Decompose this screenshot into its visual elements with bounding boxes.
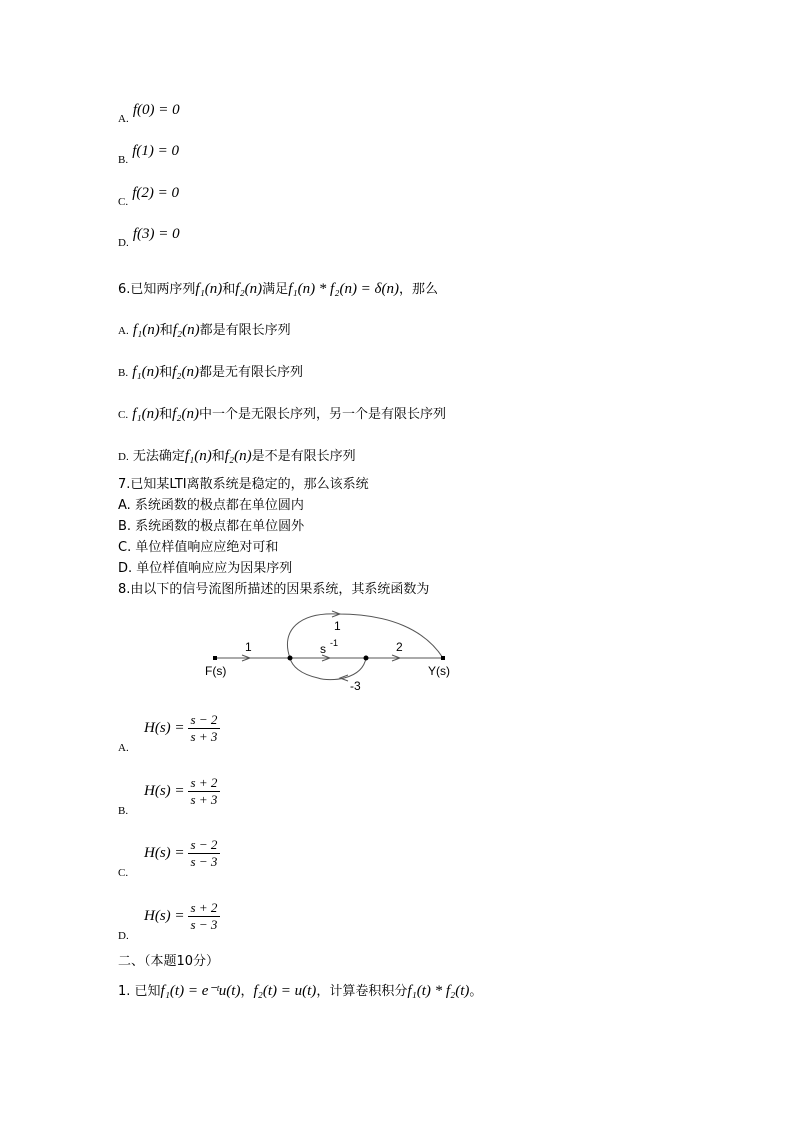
formula: f₂(n) — [172, 406, 199, 422]
q6-option-b — [118, 361, 303, 381]
formula: f(0) = 0 — [132, 102, 180, 118]
option-label: D. — [118, 451, 129, 463]
text: 无法确定 — [132, 449, 185, 464]
fraction — [188, 837, 221, 870]
text: 满足 — [262, 282, 289, 297]
text: 和 — [159, 365, 173, 380]
formula: f₂(n) — [235, 281, 263, 297]
formula: H(s) = — [144, 908, 185, 924]
numerator: s + 2 — [188, 900, 221, 917]
text: 和 — [211, 449, 225, 464]
formula: f₁(n) — [184, 448, 212, 464]
q7-option-c: C. 单位样值响应应绝对可和 — [118, 540, 279, 555]
gain-label: 1 — [245, 640, 252, 654]
q7-option-d: D. 单位样值响应应为因果序列 — [118, 561, 293, 576]
formula: f₁(n) — [195, 281, 223, 297]
option-label: B. — [118, 805, 129, 817]
option-label: C. — [118, 409, 129, 421]
option-label: D. — [118, 930, 129, 942]
formula: f₁(n) — [132, 406, 160, 422]
formula: f₁(t) * f₂(t) — [407, 983, 470, 999]
option-label: C. — [118, 867, 129, 879]
signal-flow-graph — [200, 600, 470, 700]
formula: f₂(t) = u(t) — [253, 983, 317, 999]
formula: f(2) = 0 — [132, 185, 180, 201]
gain-label: s — [320, 642, 326, 656]
gain-label: -3 — [350, 679, 361, 693]
formula: H(s) = — [144, 720, 185, 736]
formula: f(1) = 0 — [132, 143, 180, 159]
text: 和 — [159, 407, 173, 422]
formula: f₂(n) — [172, 364, 199, 380]
section2-q1 — [118, 980, 482, 1000]
gain-label: 1 — [334, 619, 341, 633]
node-output — [441, 656, 445, 660]
option-label: D. — [118, 237, 129, 249]
option-label: B. — [118, 154, 129, 166]
option-label: A. — [118, 742, 129, 754]
option-label: A. — [118, 325, 129, 337]
node — [288, 656, 293, 661]
node — [364, 656, 369, 661]
text: 是不是有限长序列 — [251, 449, 356, 464]
q7-option-b: B. 系统函数的极点都在单位圆外 — [118, 519, 305, 534]
text: 都是无有限长序列 — [199, 365, 304, 380]
formula: f₁(n) * f₂(n) = δ(n) — [288, 281, 400, 297]
fraction — [188, 712, 221, 745]
q5-option-b — [118, 143, 180, 168]
gain-exponent: -1 — [330, 638, 339, 648]
text: ， — [240, 984, 254, 999]
section-title: 二、（本题10分） — [118, 954, 220, 969]
q5-option-d — [118, 226, 180, 251]
text: 和 — [159, 323, 173, 338]
q6-option-d — [118, 445, 356, 465]
node-input — [213, 656, 217, 660]
formula: f₂(n) — [224, 448, 252, 464]
output-label: Y(s) — [428, 664, 450, 678]
input-label: F(s) — [205, 664, 227, 678]
text: 1. 已知 — [118, 984, 161, 999]
numerator: s − 2 — [188, 837, 221, 854]
text: 中一个是无限长序列，另一个是有限长序列 — [199, 407, 447, 422]
q7-option-a: A. 系统函数的极点都在单位圆内 — [118, 498, 304, 513]
forward-branch — [287, 614, 443, 658]
text: 。 — [469, 984, 483, 999]
text: 都是有限长序列 — [199, 323, 291, 338]
feedback-branch — [290, 658, 366, 680]
formula: H(s) = — [144, 783, 185, 799]
numerator: s + 2 — [188, 775, 221, 792]
option-label: A. — [118, 113, 129, 125]
gain-label: 2 — [396, 640, 403, 654]
q7-stem: 7.已知某LTI离散系统是稳定的，那么该系统 — [118, 477, 369, 492]
q6-option-c — [118, 403, 446, 423]
q5-option-a — [118, 102, 180, 127]
q6-stem — [118, 278, 438, 298]
text: ，计算卷积积分 — [316, 984, 408, 999]
numerator: s − 2 — [188, 712, 221, 729]
fraction — [188, 775, 221, 808]
text: 6.已知两序列 — [118, 282, 196, 297]
text: ，那么 — [399, 282, 439, 297]
denominator: s − 3 — [190, 917, 218, 932]
formula: f₁(t) = e⁻ᵗu(t) — [160, 983, 241, 999]
formula: f₂(n) — [172, 322, 200, 338]
formula: H(s) = — [144, 845, 185, 861]
denominator: s + 3 — [190, 792, 218, 807]
formula: f₁(n) — [132, 322, 160, 338]
option-label: C. — [118, 196, 129, 208]
q5-option-c — [118, 185, 180, 210]
denominator: s + 3 — [190, 729, 218, 744]
formula: f(3) = 0 — [132, 226, 180, 242]
formula: f₁(n) — [132, 364, 160, 380]
text: 和 — [222, 282, 236, 297]
denominator: s − 3 — [190, 854, 218, 869]
option-label: B. — [118, 367, 129, 379]
fraction — [188, 900, 221, 933]
q8-stem: 8.由以下的信号流图所描述的因果系统，其系统函数为 — [118, 582, 430, 597]
q6-option-a — [118, 319, 291, 339]
